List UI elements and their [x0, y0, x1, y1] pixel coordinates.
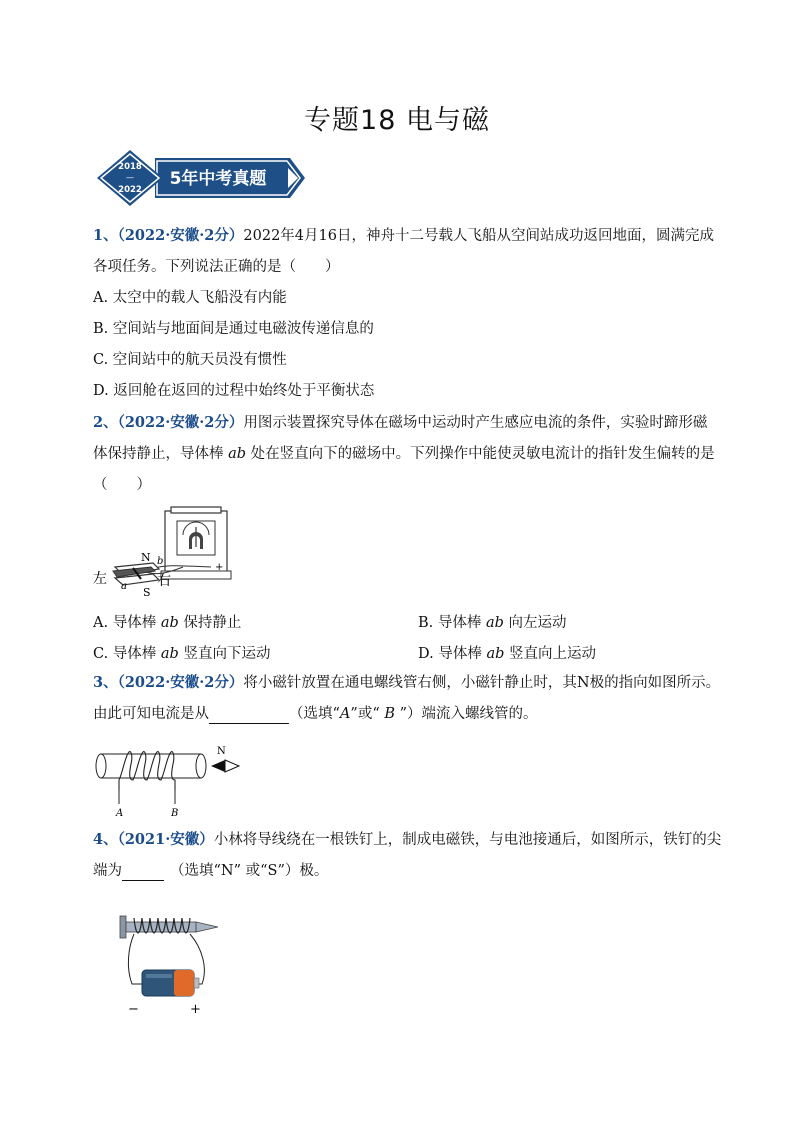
q3-stem-line1 — [93, 673, 720, 693]
q3-text-part: ”或“ — [350, 706, 385, 722]
banner-year-top: 2018 — [118, 162, 142, 172]
q1-stem-line2: 各项任务。下列说法正确的是（ ） — [93, 259, 340, 275]
q2-option-text: A. 导体棒 — [93, 615, 161, 631]
q2-option-c — [93, 642, 270, 663]
q3-number: 3、 — [93, 674, 118, 691]
q2-fig-north-label: N — [141, 551, 151, 564]
q3-source: （2022·安徽·2分） — [117, 674, 244, 691]
q4-electromagnet-figure — [118, 908, 228, 1018]
q3-option-b: B — [384, 706, 395, 722]
q3-text: 将小磁针放置在通电螺线管右侧，小磁针静止时，其N极的指向如图所示。 — [243, 675, 721, 691]
q2-option-text: 向左运动 — [503, 615, 567, 631]
compass-needle-north — [211, 760, 225, 772]
q4-answer-blank — [122, 864, 164, 881]
q2-fig-left-label: 左 — [93, 571, 107, 587]
page-title: 专题18 电与磁 — [304, 105, 490, 136]
q3-fig-b-label: B — [171, 808, 179, 819]
q1-stem-line1 — [93, 226, 714, 246]
q2-option-ab: ab — [486, 646, 505, 662]
q2-option-a — [93, 611, 241, 632]
q2-option-text: 竖直向上运动 — [504, 646, 596, 662]
q3-text-part: ”）端流入螺线管的。 — [395, 706, 538, 722]
q1-source: （2022·安徽·2分） — [117, 227, 244, 244]
q4-fig-minus-label: − — [128, 1002, 139, 1017]
q2-fig-south-label: S — [143, 586, 151, 599]
q2-option-ab: ab — [160, 646, 179, 662]
q1-option-a: A. 太空中的载人飞船没有内能 — [93, 290, 287, 306]
q2-ab: ab — [228, 446, 247, 462]
q4-source: （2021·安徽） — [117, 831, 214, 848]
q2-option-d — [418, 642, 596, 663]
q2-fig-b-label: b — [157, 556, 164, 567]
q1-option-b: B. 空间站与地面间是通过电磁波传递信息的 — [93, 321, 374, 337]
q4-text-part: （选填“N” 或“S”）极。 — [170, 863, 329, 879]
q2-text-part: 处在竖直向下的磁场中。下列操作中能使灵敏电流计的指针发生偏转的是 — [246, 446, 715, 462]
q2-text-part: 体保持静止，导体棒 — [93, 446, 229, 462]
q4-text: 小林将导线绕在一根铁钉上，制成电磁铁，与电池接通后，如图所示，铁钉的尖 — [213, 832, 722, 848]
q2-option-ab: ab — [485, 615, 504, 631]
q4-text-part: 端为 — [93, 863, 122, 879]
q2-stem-line2 — [93, 444, 715, 464]
banner-year-separator: — — [126, 173, 134, 182]
q1-number: 1、 — [93, 227, 118, 244]
q2-option-b — [418, 611, 567, 632]
q2-option-ab: ab — [160, 615, 179, 631]
q3-answer-blank — [209, 707, 289, 724]
q2-source: （2022·安徽·2分） — [117, 414, 244, 431]
q3-solenoid-figure — [93, 742, 248, 822]
q2-fig-plus-label: + — [215, 562, 224, 573]
q3-fig-north-label: N — [217, 746, 226, 757]
q2-option-text: D. 导体棒 — [418, 646, 487, 662]
q1-option-d: D. 返回舱在返回的过程中始终处于平衡状态 — [93, 383, 375, 399]
section-banner — [95, 150, 305, 206]
q2-induction-figure — [93, 505, 243, 600]
q2-option-text: 保持静止 — [178, 615, 242, 631]
q4-fig-plus-label: + — [190, 1002, 201, 1017]
q2-fig-a-label: a — [121, 581, 127, 592]
q1-option-c: C. 空间站中的航天员没有惯性 — [93, 352, 287, 368]
q4-stem-line1 — [93, 830, 721, 850]
q2-option-text: B. 导体棒 — [418, 615, 486, 631]
compass-needle-south — [225, 760, 239, 772]
q3-text-part: （选填“ — [289, 706, 340, 722]
q2-fig-right-label: 右 — [157, 573, 171, 589]
q4-number: 4、 — [93, 831, 118, 848]
q2-stem-line3: （ ） — [93, 477, 151, 493]
q3-stem-line2 — [93, 704, 538, 724]
q3-fig-a-label: A — [116, 808, 124, 819]
q2-text: 用图示装置探究导体在磁场中运动时产生感应电流的条件，实验时蹄形磁 — [243, 415, 708, 431]
q3-text-part: 由此可知电流是从 — [93, 706, 209, 722]
banner-year-bottom: 2022 — [118, 185, 142, 195]
q2-option-text: C. 导体棒 — [93, 646, 161, 662]
q1-text: 2022年4月16日，神舟十二号载人飞船从空间站成功返回地面，圆满完成 — [243, 228, 714, 244]
q2-number: 2、 — [93, 414, 118, 431]
q3-option-a: A — [339, 706, 351, 722]
q2-option-text: 竖直向下运动 — [178, 646, 271, 662]
q4-stem-line2 — [93, 861, 328, 881]
banner-label: 5年中考真题 — [169, 169, 267, 189]
q2-stem-line1 — [93, 413, 707, 433]
